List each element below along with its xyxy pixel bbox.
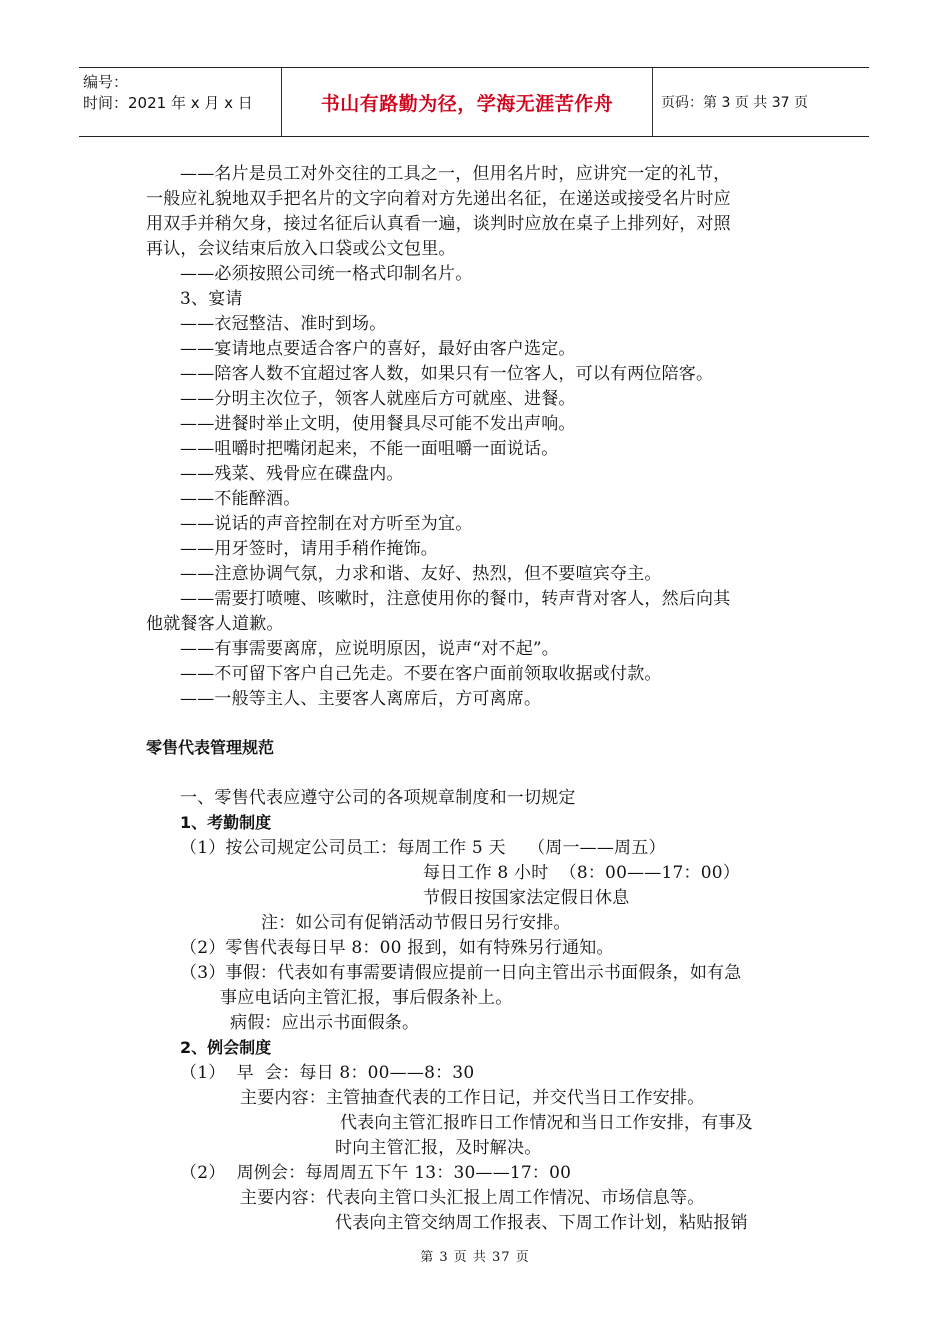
number-label: 编号： [83, 73, 129, 91]
section-line: 代表向主管交纳周工作报表、下周工作计划，粘贴报销 [335, 1213, 748, 1233]
date-label: 时间：2021 年 x 月 x 日 [83, 94, 253, 112]
body-line: ——陪客人数不宜超过客人数，如果只有一位客人，可以有两位陪客。 [180, 364, 714, 384]
section-line: （2）零售代表每日早 8：00 报到，如有特殊另行通知。 [180, 938, 614, 958]
section-line: 每日工作 8 小时 （8：00——17：00） [423, 863, 740, 883]
section-title: 零售代表管理规范 [146, 738, 275, 757]
body-line: ——不可留下客户自己先走。不要在客户面前领取收据或付款。 [180, 664, 662, 684]
body-line: ——衣冠整洁、准时到场。 [180, 314, 387, 334]
body-line: 再认，会议结束后放入口袋或公文包里。 [146, 239, 456, 259]
section-line: 主要内容：主管抽查代表的工作日记，并交代当日工作安排。 [240, 1088, 705, 1108]
body-line: ——需要打喷嚏、咳嗽时，注意使用你的餐巾，转声背对客人，然后向其 [180, 589, 731, 609]
section-line: 注：如公司有促销活动节假日另行安排。 [261, 913, 571, 933]
subsection-heading: 2、例会制度 [180, 1038, 272, 1057]
body-line: 用双手并稍欠身，接过名征后认真看一遍，谈判时应放在桌子上排列好，对照 [146, 214, 731, 234]
section-line: 时向主管汇报，及时解决。 [335, 1138, 542, 1158]
section-line: （1）按公司规定公司员工：每周工作 5 天 （周一——周五） [180, 838, 666, 858]
subsection-heading: 1、考勤制度 [180, 813, 272, 832]
body-line: 一般应礼貌地双手把名片的文字向着对方先递出名征，在递送或接受名片时应 [146, 189, 731, 209]
section-line: 代表向主管汇报昨日工作情况和当日工作安排，有事及 [340, 1113, 753, 1133]
body-line: ——有事需要离席，应说明原因，说声“对不起”。 [180, 639, 559, 659]
body-line: ——名片是员工对外交往的工具之一，但用名片时，应讲究一定的礼节， [180, 164, 731, 184]
section-line: 病假：应出示书面假条。 [230, 1013, 420, 1033]
body-line: 3、宴请 [180, 289, 243, 309]
body-line: ——说话的声音控制在对方听至为宜。 [180, 514, 473, 534]
body-line: ——分明主次位子，领客人就座后方可就座、进餐。 [180, 389, 576, 409]
section-line: （2） 周例会：每周周五下午 13：30——17：00 [180, 1163, 572, 1183]
body-line: ——不能醉酒。 [180, 489, 301, 509]
section-line: 事应电话向主管汇报，事后假条补上。 [220, 988, 513, 1008]
body-line: 他就餐客人道歉。 [146, 614, 284, 634]
section-line: （1） 早 会：每日 8：00——8：30 [180, 1063, 475, 1083]
body-line: ——用牙签时，请用手稍作掩饰。 [180, 539, 438, 559]
section-line: 一、零售代表应遵守公司的各项规章制度和一切规定 [180, 788, 576, 808]
body-line: ——残菜、残骨应在碟盘内。 [180, 464, 404, 484]
section-line: 主要内容：代表向主管口头汇报上周工作情况、市场信息等。 [240, 1188, 705, 1208]
section-line: （3）事假：代表如有事需要请假应提前一日向主管出示书面假条，如有急 [180, 963, 742, 983]
body-line: ——咀嚼时把嘴闭起来，不能一面咀嚼一面说话。 [180, 439, 559, 459]
body-line: ——进餐时举止文明，使用餐具尽可能不发出声响。 [180, 414, 576, 434]
page-footer: 第 3 页 共 37 页 [420, 1250, 530, 1265]
header-meta [79, 68, 282, 136]
body-line: ——必须按照公司统一格式印制名片。 [180, 264, 473, 284]
body-line: ——宴请地点要适合客户的喜好，最好由客户选定。 [180, 339, 576, 359]
page-header [79, 67, 869, 137]
body-line: ——一般等主人、主要客人离席后，方可离席。 [180, 689, 542, 709]
header-page-info: 页码：第 3 页 共 37 页 [661, 95, 808, 111]
section-line: 节假日按国家法定假日休息 [423, 888, 630, 908]
header-motto: 书山有路勤为径，学海无涯苦作舟 [282, 68, 653, 136]
body-line: ——注意协调气氛，力求和谐、友好、热烈，但不要喧宾夺主。 [180, 564, 662, 584]
